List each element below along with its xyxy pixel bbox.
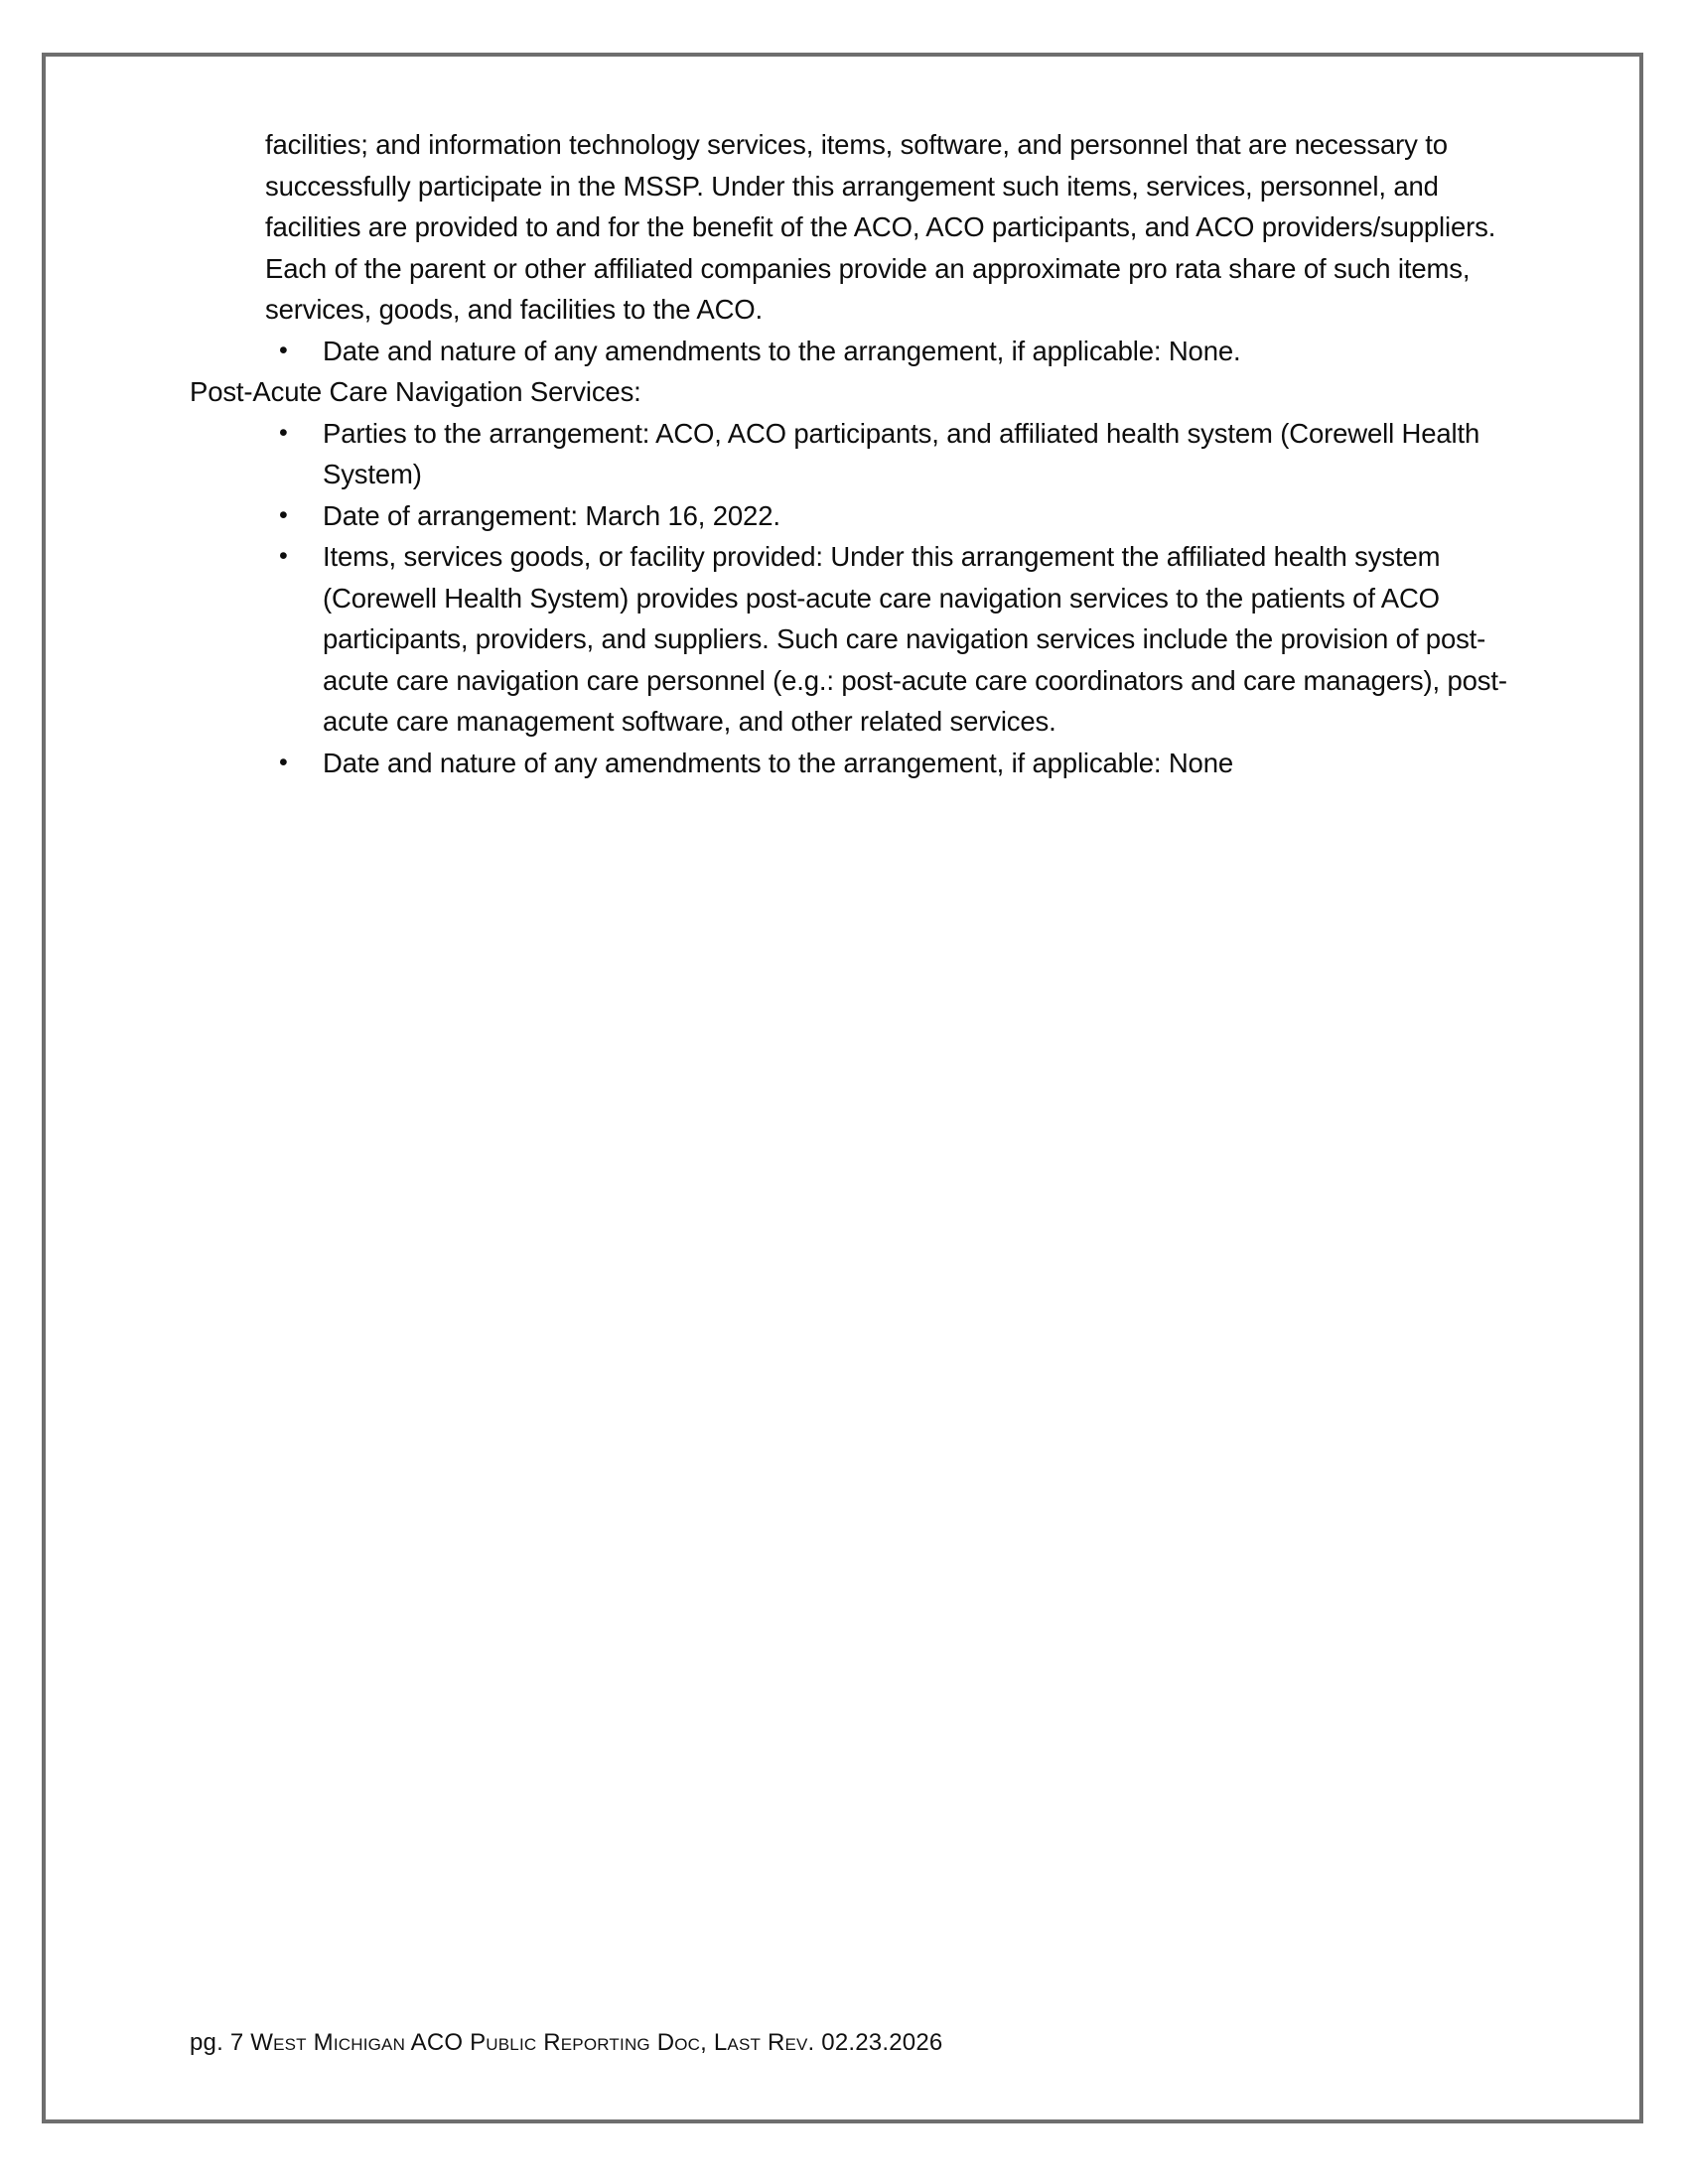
section-bullet-list bbox=[190, 413, 1510, 784]
list-item bbox=[190, 536, 1510, 743]
list-item bbox=[190, 495, 1510, 537]
continued-paragraph: facilities; and information technology services, items, software, and personnel that are necessary to successfully participate in the MSSP. Under this arrangement such items, services, personnel, and facilities are provided to and for the benefit of the ACO, ACO participants, and ACO providers/suppliers. Each of the parent or other affiliated companies provide an approximate pro rata share of such items, services, goods, and facilities to the ACO. bbox=[265, 129, 1496, 325]
section-heading-post-acute-care-navigation-services: Post-Acute Care Navigation Services: bbox=[190, 376, 641, 407]
page-footer bbox=[190, 2028, 1520, 2058]
document-body bbox=[190, 124, 1510, 783]
bullet-icon: • bbox=[279, 336, 288, 364]
page-border-frame bbox=[42, 53, 1643, 2123]
footer-title: West Michigan ACO Public Reporting Doc, Last Rev. 02.23.2026 bbox=[250, 2029, 943, 2056]
bullet-icon: • bbox=[279, 418, 288, 447]
list-item-text: Date of arrangement: March 16, 2022. bbox=[323, 499, 780, 531]
bullet-icon: • bbox=[279, 748, 288, 776]
list-item-text: Date and nature of any amendments to the arrangement, if applicable: None bbox=[323, 747, 1233, 778]
list-item bbox=[190, 331, 1510, 372]
bullet-icon: • bbox=[279, 542, 288, 570]
list-item bbox=[190, 413, 1510, 495]
list-item-text: Date and nature of any amendments to the arrangement, if applicable: None. bbox=[323, 335, 1241, 366]
footer-line bbox=[190, 2028, 1520, 2058]
list-item bbox=[190, 743, 1510, 784]
continued-paragraph-bullet-list bbox=[190, 331, 1510, 372]
list-item-text: Parties to the arrangement: ACO, ACO participants, and affiliated health system (Corewell Health System) bbox=[323, 417, 1480, 489]
footer-page-number: pg. 7 bbox=[190, 2029, 251, 2056]
list-item-text: Items, services goods, or facility provided: Under this arrangement the affiliated health system (Corewell Health System) provides post-acute care navigation services to the patients of ACO participants, providers, and suppliers. Such care navigation services include the provision of post-acute care navigation care personnel (e.g.: post-acute care coordinators and care managers), post-acute care management software, and other related services. bbox=[323, 541, 1507, 737]
bullet-icon: • bbox=[279, 500, 288, 529]
